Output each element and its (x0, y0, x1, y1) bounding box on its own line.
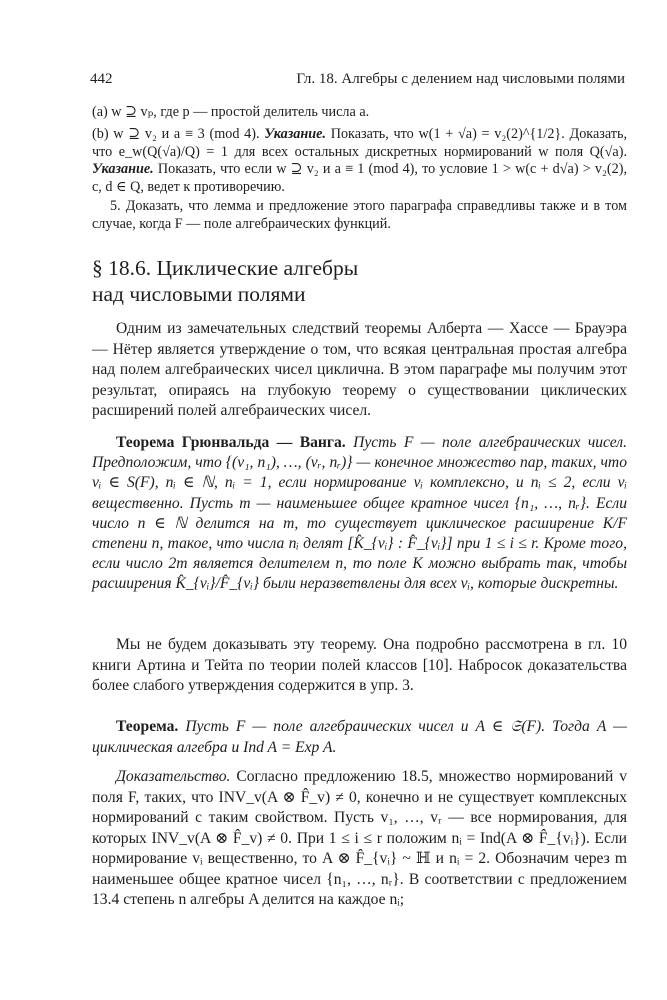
section-title-line-2: над числовыми полями (92, 282, 306, 306)
running-header (90, 71, 625, 95)
intro-text: Одним из замечательных следствий теоремы Алберта — Хассе — Брауэра — Нётер является утверждение о том, что всякая центральная простая алгебра над полем алгебраических чисел циклична. В этом параграфе мы получим этот результат, опираясь на глубокую теорему о существовании циклических расширений полей алгебраических чисел. (92, 320, 627, 419)
exercise-item-b (92, 126, 627, 196)
exercise-item-5 (92, 198, 627, 233)
proof-text: Согласно предложению 18.5, множество нормирований v поля F, таких, что INV_v(A ⊗ F̂_v) ≠ 0, конечно и не существует комплексных нормирований с таким свойством. Пусть v₁, …, vᵣ — все нормирования, для которых INV_v(A ⊗ F̂_v) ≠ 0. При 1 ≤ i ≤ r положим nᵢ = Ind(A ⊗ F̂_{vᵢ}). Если нормирование vᵢ вещественно, то A ⊗ F̂_{vᵢ} ~ ℍ и nᵢ = 2. Обозначим через m наименьшее общее кратное чисел {n₁, …, nᵣ}. В соответствии с предложением 13.4 степень n алгебры A делится на каждое nᵢ; (92, 768, 627, 908)
exercise-item-a-text: (a) w ⊇ vₚ, где p — простой делитель числа a. (92, 104, 370, 120)
exercise-item-b-text-2: Показать, что если w ⊇ v₂ и a ≡ 1 (mod 4), то условие 1 > w(c + d√a) > v₂(2), c, d ∈ Q, ведет к противоречию. (92, 161, 627, 195)
page-number: 442 (90, 71, 113, 87)
section-title-line-1: § 18.6. Циклические алгебры (92, 256, 359, 280)
theorem-2-label: Теорема. (116, 718, 179, 735)
intro-paragraph (92, 319, 627, 422)
section-heading (92, 255, 627, 307)
exercise-item-b-lead: (b) w ⊇ v₂ и a ≡ 3 (mod 4). (92, 126, 260, 142)
theorem-1-label: Теорема Грюнвальда — Ванга. (116, 434, 346, 451)
hint-label: Указание. (264, 126, 326, 142)
exercise-item-b-text: Показать, что w(1 + √a) = v₂(2)^{1/2}. Доказать, что e_w(Q(√a)/Q) = 1 для всех остальных дискретных нормирований w поля Q(√a). (92, 126, 628, 160)
remark-text: Мы не будем доказывать эту теорему. Она подробно рассмотрена в гл. 10 книги Артина и Тейта по теории полей классов [10]. Набросок доказательства более слабого утверждения содержится в упр. 3. (92, 636, 627, 694)
hint-label-2: Указание. (92, 161, 154, 177)
remark-paragraph (92, 635, 627, 697)
theorem-2-text: Пусть F — поле алгебраических чисел и A ∈ 𝔖(F). Тогда A — циклическая алгебра и Ind A = Exp A. (92, 718, 627, 756)
theorem-grunwald-wang (92, 433, 627, 595)
theorem-1-text: Пусть F — поле алгебраических чисел. Предположим, что {(v₁, n₁), …, (vᵣ, nᵣ)} — конечное множество пар, таких, что vᵢ ∈ S(F), nᵢ ∈ ℕ, nᵢ = 1, если нормирование vᵢ комплексно, и nᵢ ≤ 2, если vᵢ вещественно. Пусть m — наименьшее общее кратное чисел {n₁, …, nᵣ}. Если число n ∈ ℕ делится на m, то существует циклическое расширение K/F степени n, такое, что числа nᵢ делят [K̂_{vᵢ} : F̂_{vᵢ}] при 1 ≤ i ≤ r. Кроме того, если число 2m является делителем n, то поле K можно выбрать так, чтобы расширения K̂_{vᵢ}/F̂_{vᵢ} были неразветвлены для всех vᵢ, которые дискретны. (92, 434, 628, 593)
exercise-item-5-text: 5. Доказать, что лемма и предложение этого параграфа справедливы также и в том случае, когда F — поле алгебраических функций. (92, 198, 627, 232)
proof-label: Доказательство. (116, 768, 231, 785)
theorem-2 (92, 717, 627, 758)
running-title: Гл. 18. Алгебры с делением над числовыми полями (296, 71, 625, 87)
proof-paragraph (92, 767, 627, 911)
exercise-item-a (92, 104, 627, 122)
